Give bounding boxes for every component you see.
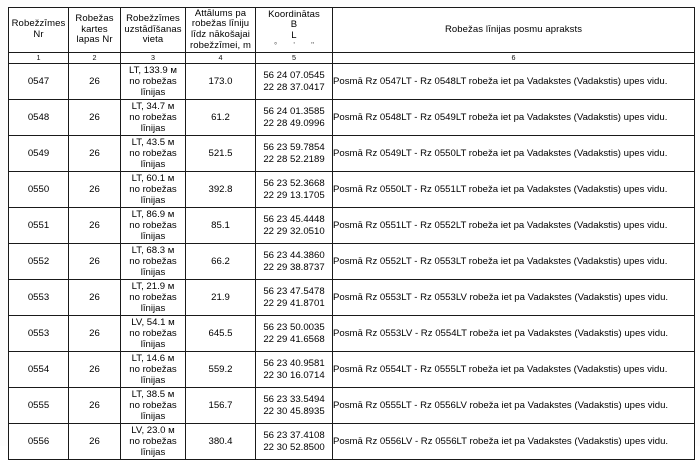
- cell-distance: 380.4: [186, 424, 256, 460]
- coordinate-b: 56 24 07.0545: [263, 70, 325, 82]
- place-sub: no robežas: [129, 399, 177, 411]
- cell-description: Posmā Rz 0553LV - Rz 0554LT robeža iet pa Vadakstes (Vadakstis) upes vidu.: [333, 316, 695, 352]
- header-line: robežzīmei, m: [190, 39, 251, 51]
- cell-coordinates: [256, 424, 333, 460]
- cell-distance: 521.5: [186, 136, 256, 172]
- cell-description: Posmā Rz 0554LT - Rz 0555LT robeža iet pa Vadakstes (Vadakstis) upes vidu.: [333, 352, 695, 388]
- place-sub: no robežas: [129, 183, 177, 195]
- place-main: LV, 23.0 м: [131, 424, 175, 436]
- table-row: [9, 100, 695, 136]
- table-row: [9, 316, 695, 352]
- cell-install-place: [121, 424, 186, 460]
- coordinate-b: 56 23 44.3860: [263, 250, 325, 262]
- place-main: LV, 54.1 м: [131, 316, 175, 328]
- cell-description: Posmā Rz 0547LT - Rz 0548LT robeža iet pa Vadakstes (Vadakstis) upes vidu.: [333, 64, 695, 100]
- cell-coordinates: [256, 208, 333, 244]
- cell-description: Posmā Rz 0552LT - Rz 0553LT robeža iet pa Vadakstes (Vadakstis) upes vidu.: [333, 244, 695, 280]
- coordinate-b: 56 23 33.5494: [263, 394, 325, 406]
- coordinate-b: 56 23 50.0035: [263, 322, 325, 334]
- cell-map-sheet: 26: [69, 316, 121, 352]
- coordinate-b: 56 23 59.7854: [263, 142, 325, 154]
- cell-mark-no: 0553: [9, 280, 69, 316]
- header-line: Koordinātas: [268, 8, 320, 20]
- column-number-row: [9, 53, 695, 64]
- header-line: līdz nākošajai: [191, 29, 250, 40]
- cell-map-sheet: 26: [69, 136, 121, 172]
- place-sub: no robežas: [129, 75, 177, 87]
- place-sub: no robežas: [129, 255, 177, 267]
- cell-map-sheet: 26: [69, 208, 121, 244]
- place-sub: līnijas: [140, 339, 166, 351]
- cell-install-place: [121, 388, 186, 424]
- place-sub: līnijas: [140, 447, 166, 459]
- place-sub: no robežas: [129, 291, 177, 303]
- table-row: [9, 244, 695, 280]
- table-row: [9, 172, 695, 208]
- header-line: robežas līniju: [191, 18, 250, 30]
- table-row: [9, 352, 695, 388]
- cell-install-place: [121, 100, 186, 136]
- header-line: Nr: [33, 29, 44, 40]
- coordinate-l: 22 29 41.6568: [263, 333, 325, 345]
- border-marks-table: [8, 7, 695, 460]
- header-cell-mark-no: [9, 8, 69, 53]
- header-line: Robežas līnijas posmu apraksts: [444, 23, 583, 35]
- cell-description: Posmā Rz 0549LT - Rz 0550LT robeža iet pa Vadakstes (Vadakstis) upes vidu.: [333, 136, 695, 172]
- place-sub: no robežas: [129, 327, 177, 339]
- cell-map-sheet: 26: [69, 280, 121, 316]
- place-sub: līnijas: [140, 411, 166, 423]
- coordinate-l: 22 28 37.0417: [263, 81, 325, 93]
- header-line: L: [291, 29, 297, 41]
- cell-mark-no: 0549: [9, 136, 69, 172]
- column-number: 3: [121, 53, 186, 64]
- column-number: 5: [256, 53, 333, 64]
- cell-coordinates: [256, 316, 333, 352]
- cell-install-place: [121, 280, 186, 316]
- place-sub: no robežas: [129, 363, 177, 375]
- header-line: Robežzīmes: [11, 18, 66, 30]
- cell-distance: 392.8: [186, 172, 256, 208]
- cell-map-sheet: 26: [69, 172, 121, 208]
- coordinate-b: 56 23 45.4448: [263, 214, 325, 226]
- cell-distance: 61.2: [186, 100, 256, 136]
- header-cell-description: [333, 8, 695, 53]
- place-sub: līnijas: [140, 123, 166, 135]
- place-sub: līnijas: [140, 267, 166, 279]
- header-line: Attālums pa: [194, 7, 247, 19]
- cell-distance: 21.9: [186, 280, 256, 316]
- header-line: lapas Nr: [76, 34, 113, 46]
- table-row: [9, 280, 695, 316]
- header-cell-install-place: [121, 8, 186, 53]
- place-main: LT, 60.1 м: [131, 172, 175, 184]
- coordinate-l: 22 29 38.8737: [263, 261, 325, 273]
- coordinate-l: 22 28 52.2189: [263, 153, 325, 165]
- place-main: LT, 43.5 м: [131, 136, 175, 148]
- column-number: 1: [9, 53, 69, 64]
- coordinate-b: 56 23 37.4108: [263, 430, 325, 442]
- table-row: [9, 64, 695, 100]
- cell-map-sheet: 26: [69, 424, 121, 460]
- place-sub: līnijas: [140, 159, 166, 171]
- cell-coordinates: [256, 280, 333, 316]
- place-sub: līnijas: [140, 375, 166, 387]
- header-cell-map-sheet: [69, 8, 121, 53]
- cell-distance: 559.2: [186, 352, 256, 388]
- cell-description: Posmā Rz 0550LT - Rz 0551LT robeža iet pa Vadakstes (Vadakstis) upes vidu.: [333, 172, 695, 208]
- cell-mark-no: 0550: [9, 172, 69, 208]
- cell-coordinates: [256, 172, 333, 208]
- cell-distance: 66.2: [186, 244, 256, 280]
- table-row: [9, 208, 695, 244]
- cell-map-sheet: 26: [69, 100, 121, 136]
- coordinate-unit-symbols: ° ' ": [273, 41, 321, 51]
- cell-coordinates: [256, 136, 333, 172]
- place-main: LT, 86.9 м: [131, 208, 175, 220]
- column-number: 2: [69, 53, 121, 64]
- place-main: LT, 14.6 м: [131, 352, 175, 364]
- place-main: LT, 68.3 м: [131, 244, 175, 256]
- cell-coordinates: [256, 388, 333, 424]
- header-line: Robežas: [75, 13, 114, 25]
- cell-install-place: [121, 316, 186, 352]
- cell-distance: 173.0: [186, 64, 256, 100]
- cell-mark-no: 0551: [9, 208, 69, 244]
- cell-description: Posmā Rz 0555LT - Rz 0556LV robeža iet pa Vadakstes (Vadakstis) upes vidu.: [333, 388, 695, 424]
- cell-map-sheet: 26: [69, 244, 121, 280]
- cell-coordinates: [256, 64, 333, 100]
- cell-map-sheet: 26: [69, 64, 121, 100]
- cell-install-place: [121, 208, 186, 244]
- cell-map-sheet: 26: [69, 352, 121, 388]
- place-sub: no robežas: [129, 219, 177, 231]
- place-sub: no robežas: [129, 147, 177, 159]
- cell-distance: 645.5: [186, 316, 256, 352]
- cell-mark-no: 0555: [9, 388, 69, 424]
- cell-description: Posmā Rz 0556LV - Rz 0556LT robeža iet pa Vadakstes (Vadakstis) upes vidu.: [333, 424, 695, 460]
- cell-coordinates: [256, 100, 333, 136]
- header-line: vieta: [142, 34, 164, 46]
- table-header: [9, 8, 695, 64]
- column-number: 4: [186, 53, 256, 64]
- header-row: [9, 8, 695, 53]
- coordinate-l: 22 29 32.0510: [263, 225, 325, 237]
- place-main: LT, 34.7 м: [131, 100, 175, 112]
- column-number: 6: [333, 53, 695, 64]
- cell-install-place: [121, 136, 186, 172]
- header-line: B: [290, 19, 298, 31]
- cell-install-place: [121, 244, 186, 280]
- cell-description: Posmā Rz 0548LT - Rz 0549LT robeža iet pa Vadakstes (Vadakstis) upes vidu.: [333, 100, 695, 136]
- coordinate-b: 56 23 40.9581: [263, 358, 325, 370]
- coordinate-l: 22 29 13.1705: [263, 189, 325, 201]
- cell-coordinates: [256, 244, 333, 280]
- place-main: LT, 38.5 м: [131, 388, 175, 400]
- coordinate-b: 56 24 01.3585: [263, 106, 325, 118]
- coordinate-b: 56 23 47.5478: [263, 286, 325, 298]
- cell-coordinates: [256, 352, 333, 388]
- cell-mark-no: 0552: [9, 244, 69, 280]
- place-sub: no robežas: [129, 435, 177, 447]
- header-cell-coordinates: [256, 8, 333, 53]
- cell-mark-no: 0547: [9, 64, 69, 100]
- table-row: [9, 388, 695, 424]
- table-body: [9, 64, 695, 460]
- place-sub: līnijas: [140, 195, 166, 207]
- coordinate-l: 22 30 52.8500: [263, 441, 325, 453]
- cell-install-place: [121, 64, 186, 100]
- table-row: [9, 424, 695, 460]
- table-row: [9, 136, 695, 172]
- place-main: LT, 133.9 м: [128, 64, 178, 76]
- cell-mark-no: 0556: [9, 424, 69, 460]
- cell-description: Posmā Rz 0551LT - Rz 0552LT robeža iet pa Vadakstes (Vadakstis) upes vidu.: [333, 208, 695, 244]
- header-line: Robežzīmes: [126, 13, 180, 25]
- cell-mark-no: 0554: [9, 352, 69, 388]
- coordinate-l: 22 29 41.8701: [263, 297, 325, 309]
- coordinate-l: 22 30 45.8935: [263, 405, 325, 417]
- cell-distance: 156.7: [186, 388, 256, 424]
- place-main: LT, 21.9 м: [131, 280, 175, 292]
- cell-mark-no: 0548: [9, 100, 69, 136]
- cell-description: Posmā Rz 0553LT - Rz 0553LV robeža iet pa Vadakstes (Vadakstis) upes vidu.: [333, 280, 695, 316]
- header-line: uzstādīšanas: [124, 23, 182, 35]
- header-cell-distance: [186, 8, 256, 53]
- cell-install-place: [121, 352, 186, 388]
- cell-mark-no: 0553: [9, 316, 69, 352]
- place-sub: no robežas: [129, 111, 177, 123]
- coordinate-l: 22 30 16.0714: [263, 369, 325, 381]
- place-sub: līnijas: [140, 231, 166, 243]
- cell-distance: 85.1: [186, 208, 256, 244]
- coordinate-b: 56 23 52.3668: [263, 178, 325, 190]
- cell-install-place: [121, 172, 186, 208]
- cell-map-sheet: 26: [69, 388, 121, 424]
- coordinate-l: 22 28 49.0996: [263, 117, 325, 129]
- header-line: kartes: [81, 23, 108, 35]
- place-sub: līnijas: [140, 87, 166, 99]
- place-sub: līnijas: [140, 303, 166, 315]
